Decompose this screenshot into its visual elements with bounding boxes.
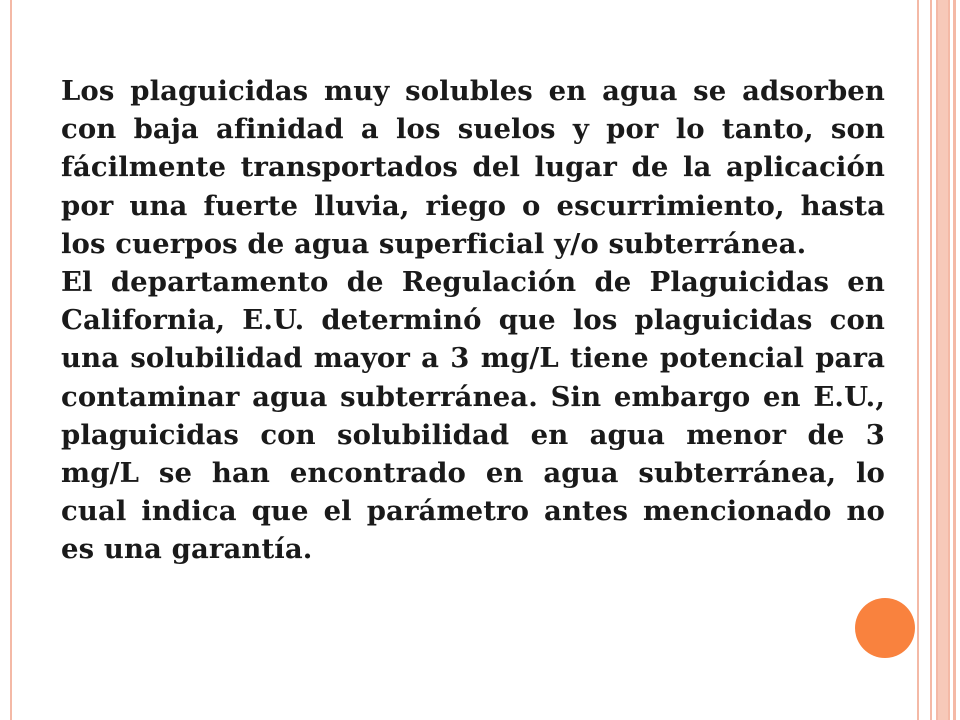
right-frame-stripe bbox=[936, 0, 950, 720]
right-frame-band bbox=[917, 0, 932, 720]
orange-circle-decoration bbox=[855, 598, 915, 658]
left-frame-line bbox=[10, 0, 12, 720]
paragraph-california-regulation: El departamento de Regulación de Plaguicidas en California, E.U. determinó que los plaguicidas con una solubilidad mayor a 3 mg/L tiene potencial para contaminar agua subterránea. Sin embargo en E.U., plaguicidas con solubilidad en agua menor de 3 mg/L se han encontrado en agua subterránea, lo cual indica que el parámetro antes mencionado no es una garantía. bbox=[61, 266, 885, 566]
right-frame-edge bbox=[953, 0, 956, 720]
paragraph-solubility: Los plaguicidas muy solubles en agua se adsorben con baja afinidad a los suelos y por lo tanto, son fácilmente transportados del lugar de la aplicación por una fuerte lluvia, riego o escurrimiento, hasta los cuerpos de agua superficial y/o subterránea. bbox=[61, 75, 885, 260]
slide-text-body bbox=[61, 72, 885, 569]
